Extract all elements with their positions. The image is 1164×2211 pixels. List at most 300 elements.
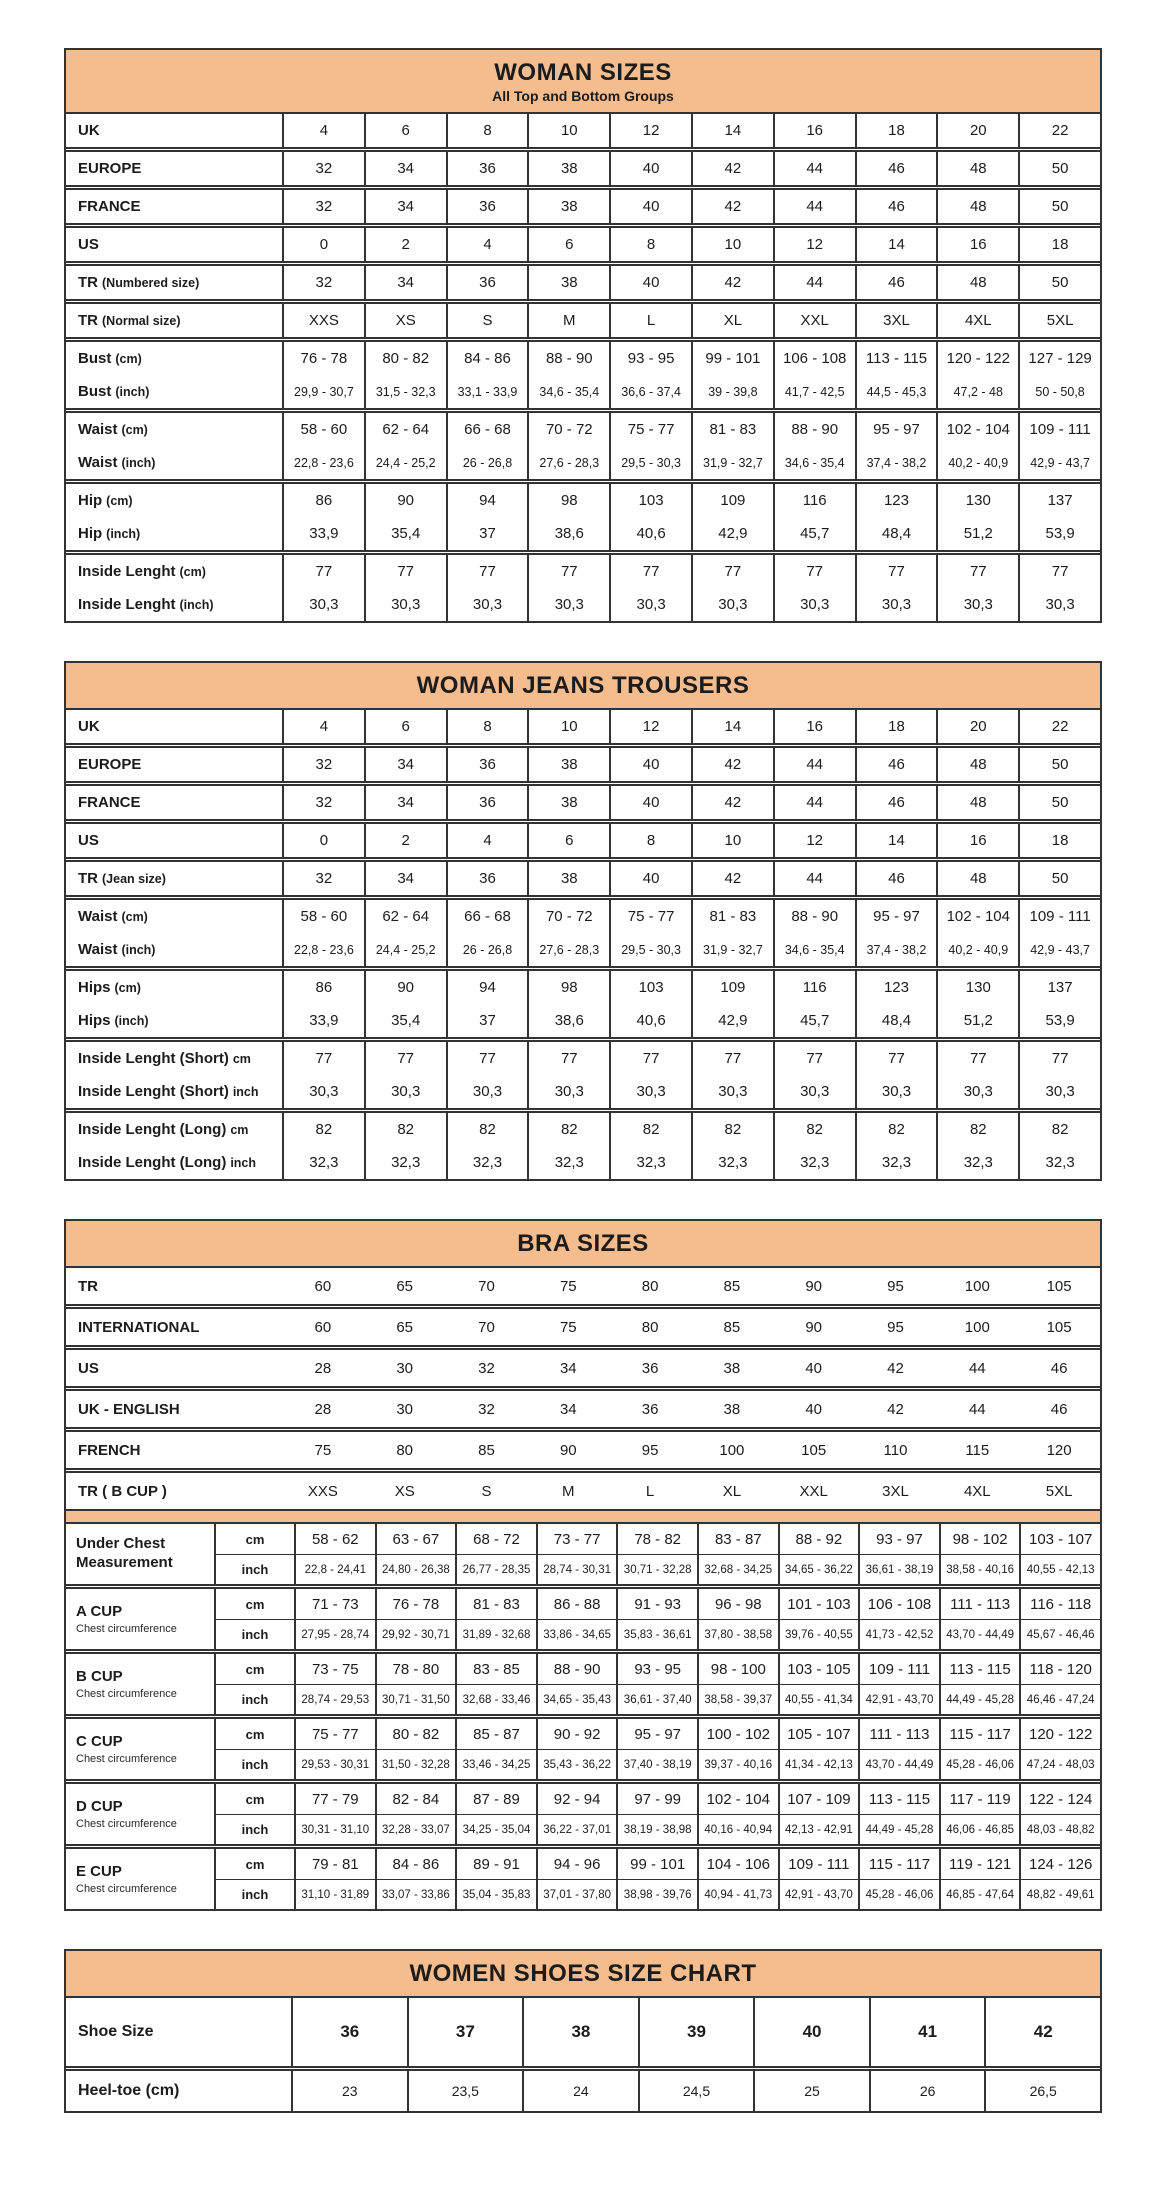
size-value-cell: 32,68 - 34,25 xyxy=(697,1554,778,1584)
row-label xyxy=(66,517,282,550)
size-value-cell: 65 xyxy=(396,1277,414,1295)
row-label-text: Inside Lenght xyxy=(78,596,176,613)
woman-jeans-header xyxy=(66,663,1100,710)
size-value-cell: 36 xyxy=(446,152,528,185)
woman-jeans-body xyxy=(66,710,1100,1179)
size-value-cell: 6 xyxy=(527,824,609,857)
row-label-text: EUROPE xyxy=(78,160,142,177)
size-value-cell: 77 xyxy=(282,555,364,588)
table-row xyxy=(66,555,1100,588)
size-value-cell: 38 xyxy=(527,152,609,185)
size-value-cell: 70 xyxy=(478,1277,495,1295)
size-value-cell: 77 xyxy=(446,555,528,588)
size-value-cell: 137 xyxy=(1018,484,1100,517)
size-value-cell: 30,3 xyxy=(936,1075,1018,1108)
size-value-cell: 77 xyxy=(364,555,446,588)
row-label-text: Inside Lenght (Long) xyxy=(78,1121,227,1138)
size-value-cell: 44 xyxy=(968,1359,986,1377)
row-label-text: Hips xyxy=(78,979,111,996)
size-value-cell: 77 xyxy=(691,555,773,588)
size-value-cell: 28,74 - 30,31 xyxy=(536,1554,617,1584)
row-label xyxy=(66,190,282,223)
size-value-cell: 84 - 86 xyxy=(446,342,528,375)
size-value-cell: 31,50 - 32,28 xyxy=(375,1749,456,1779)
size-value-cell: 33,9 xyxy=(282,517,364,550)
size-value-cell: 99 - 101 xyxy=(691,342,773,375)
size-value-cell: 2 xyxy=(364,824,446,857)
row-label xyxy=(66,1042,282,1075)
size-value-cell: 113 - 115 xyxy=(858,1784,939,1814)
size-value-cell: 37 xyxy=(446,1004,528,1037)
row-label-text: Waist xyxy=(78,941,118,958)
size-value-cell: 42,9 xyxy=(691,517,773,550)
size-value-cell: 77 xyxy=(936,1042,1018,1075)
size-value-cell: L xyxy=(609,304,691,337)
size-value-cell: 86 - 88 xyxy=(536,1589,617,1619)
table-row xyxy=(66,375,1100,408)
size-value-cell: 30,3 xyxy=(773,1075,855,1108)
row-label-note: (cm) xyxy=(115,351,142,366)
size-value-cell: 103 - 105 xyxy=(778,1654,859,1684)
size-value-cell: 109 - 111 xyxy=(1018,413,1100,446)
size-value-cell: 22,8 - 23,6 xyxy=(282,446,364,479)
size-value-cell: 14 xyxy=(855,824,937,857)
row-group xyxy=(66,223,1100,261)
size-value-cell: 44 xyxy=(773,190,855,223)
row-label xyxy=(66,555,282,588)
size-value-cell: 48,03 - 48,82 xyxy=(1019,1814,1100,1844)
row-group xyxy=(66,299,1100,337)
row-label-text: US xyxy=(78,236,99,253)
size-value-cell: 42 xyxy=(691,748,773,781)
size-value-cell: 12 xyxy=(609,710,691,743)
row-label-note: (Jean size) xyxy=(102,871,166,886)
size-value-cell: 8 xyxy=(609,228,691,261)
size-value-cell: 40 xyxy=(805,1400,823,1418)
size-value-cell: 36 xyxy=(641,1400,659,1418)
row-label-text: Bust xyxy=(78,350,112,367)
woman-jeans-table xyxy=(64,661,1102,1181)
size-value-cell: 105 xyxy=(1046,1277,1072,1295)
size-value-cell: 30,3 xyxy=(691,588,773,621)
size-value-cell: 25 xyxy=(753,2071,869,2111)
row-group xyxy=(66,781,1100,819)
size-value-cell: 75 xyxy=(559,1277,577,1295)
row-label-text: Bust xyxy=(78,383,112,400)
size-value-cell: 37 xyxy=(407,1998,523,2066)
cup-label-subtext: Chest circumference xyxy=(76,1688,177,1701)
size-value-cell: 53,9 xyxy=(1018,517,1100,550)
size-value-cell: 111 - 113 xyxy=(858,1719,939,1749)
size-value-cell: 42 xyxy=(691,152,773,185)
size-value-cell: 6 xyxy=(364,114,446,147)
size-value-cell: 32 xyxy=(282,152,364,185)
row-label xyxy=(66,1391,282,1427)
size-value-cell: 70 - 72 xyxy=(527,900,609,933)
size-value-cell: 130 xyxy=(936,484,1018,517)
size-value-cell: 42 xyxy=(691,266,773,299)
size-value-cell: 127 - 129 xyxy=(1018,342,1100,375)
size-value-cell: 50 - 50,8 xyxy=(1018,375,1100,408)
row-group xyxy=(66,479,1100,550)
size-value-cell: 75 - 77 xyxy=(609,900,691,933)
size-value-cell: 82 - 84 xyxy=(375,1784,456,1814)
size-value-cell: S xyxy=(446,304,528,337)
size-value-cell: 106 - 108 xyxy=(773,342,855,375)
size-value-cell: 75 - 77 xyxy=(294,1719,375,1749)
size-value-cell: 40,55 - 42,13 xyxy=(1019,1554,1100,1584)
size-value-cell: 18 xyxy=(1018,228,1100,261)
size-value-cell: 34 xyxy=(559,1359,577,1377)
size-value-cell: 34 xyxy=(364,748,446,781)
size-value-cell: 116 xyxy=(773,971,855,1004)
size-value-cell: 16 xyxy=(773,710,855,743)
row-label xyxy=(66,1350,282,1386)
size-value-cell: 24,80 - 26,38 xyxy=(375,1554,456,1584)
row-label-note: (Numbered size) xyxy=(102,275,200,290)
size-value-cell: 40,6 xyxy=(609,1004,691,1037)
cup-label xyxy=(66,1524,216,1584)
bra-simple-body xyxy=(66,1268,1100,1509)
size-value-cell: 77 xyxy=(1018,1042,1100,1075)
size-value-cell: 30,71 - 31,50 xyxy=(375,1684,456,1714)
size-value-cell: 63 - 67 xyxy=(375,1524,456,1554)
row-label-note: (Normal size) xyxy=(102,313,181,328)
unit-cell-inch: inch xyxy=(216,1879,294,1909)
size-value-cell: 22 xyxy=(1018,114,1100,147)
size-value-cell: 32,28 - 33,07 xyxy=(375,1814,456,1844)
size-value-cell: 70 - 72 xyxy=(527,413,609,446)
size-value-cell: 46,06 - 46,85 xyxy=(939,1814,1020,1844)
size-value-cell: 88 - 90 xyxy=(773,900,855,933)
size-value-cell: 8 xyxy=(446,114,528,147)
row-label-note: (cm) xyxy=(121,909,148,924)
row-label-text: Hips xyxy=(78,1012,111,1029)
row-label-note: (cm) xyxy=(121,422,148,437)
row-label-text: FRANCE xyxy=(78,794,141,811)
size-value-cell: 77 - 79 xyxy=(294,1784,375,1814)
unit-cell-cm: cm xyxy=(245,1856,265,1872)
size-value-cell: 46 xyxy=(855,190,937,223)
cup-label xyxy=(66,1589,216,1649)
size-value-cell: 30,3 xyxy=(446,1075,528,1108)
size-value-cell: 80 - 82 xyxy=(375,1719,456,1749)
size-value-cell: 29,5 - 30,3 xyxy=(609,933,691,966)
orange-divider-band xyxy=(66,1509,1100,1524)
row-group xyxy=(66,966,1100,1037)
size-value-cell: 95 - 97 xyxy=(616,1719,697,1749)
size-value-cell: 77 xyxy=(773,1042,855,1075)
row-label-text: Inside Lenght (Long) xyxy=(78,1154,227,1171)
size-value-cell: 82 xyxy=(855,1113,937,1146)
size-value-cell: 29,92 - 30,71 xyxy=(375,1619,456,1649)
size-value-cell: 104 - 106 xyxy=(697,1849,778,1879)
size-value-cell: 95 xyxy=(887,1277,904,1295)
size-value-cell: 32,3 xyxy=(364,1146,446,1179)
size-value-cell: 45,7 xyxy=(773,1004,855,1037)
size-value-cell: 32,3 xyxy=(446,1146,528,1179)
table-row xyxy=(66,862,1100,895)
size-value-cell: 71 - 73 xyxy=(294,1589,375,1619)
size-value-cell: 77 xyxy=(1018,555,1100,588)
size-value-cell: 109 xyxy=(691,484,773,517)
size-value-cell: 0 xyxy=(282,824,364,857)
size-value-cell: 119 - 121 xyxy=(939,1849,1020,1879)
size-value-cell: 29,5 - 30,3 xyxy=(609,446,691,479)
size-value-cell: 39,76 - 40,55 xyxy=(778,1619,859,1649)
row-label-note: (inch) xyxy=(179,597,214,612)
size-value-cell: 66 - 68 xyxy=(446,413,528,446)
size-value-cell: 82 xyxy=(282,1113,364,1146)
size-value-cell: 77 xyxy=(855,1042,937,1075)
size-value-cell: 18 xyxy=(1018,824,1100,857)
unit-cell-inch: inch xyxy=(216,1554,294,1584)
size-value-cell: XXL xyxy=(799,1482,828,1500)
size-value-cell: 38,6 xyxy=(527,517,609,550)
size-value-cell: 4 xyxy=(446,228,528,261)
row-label-note: cm xyxy=(230,1122,249,1137)
size-value-cell: 40 xyxy=(609,786,691,819)
size-value-cell: 103 - 107 xyxy=(1019,1524,1100,1554)
size-value-cell: 46 xyxy=(855,152,937,185)
size-value-cell: 20 xyxy=(936,114,1018,147)
size-value-cell: 14 xyxy=(691,710,773,743)
size-value-cell: 123 xyxy=(855,484,937,517)
row-label-note: cm xyxy=(232,1051,251,1066)
row-label xyxy=(66,933,282,966)
size-value-cell: 30 xyxy=(396,1400,414,1418)
row-label xyxy=(66,900,282,933)
size-value-cell: 36,6 - 37,4 xyxy=(609,375,691,408)
size-value-cell: 118 - 120 xyxy=(1019,1654,1100,1684)
woman-sizes-table xyxy=(64,48,1102,623)
size-value-cell: 77 xyxy=(446,1042,528,1075)
size-value-cell: 30,3 xyxy=(855,1075,937,1108)
size-value-cell: 48,4 xyxy=(855,1004,937,1037)
row-label-text: Hip xyxy=(78,492,103,509)
size-value-cell: 42 xyxy=(691,786,773,819)
unit-cell-inch: inch xyxy=(216,1619,294,1649)
size-value-cell: 46,85 - 47,64 xyxy=(939,1879,1020,1909)
size-value-cell: L xyxy=(645,1482,655,1500)
size-value-cell: 116 - 118 xyxy=(1019,1589,1100,1619)
row-label xyxy=(66,228,282,261)
size-value-cell: 50 xyxy=(1018,190,1100,223)
size-value-cell: 99 - 101 xyxy=(616,1849,697,1879)
size-value-cell: 30,3 xyxy=(691,1075,773,1108)
size-value-cell: 44 xyxy=(773,152,855,185)
cup-label-subtext: Chest circumference xyxy=(76,1818,177,1831)
size-value-cell: 77 xyxy=(855,555,937,588)
unit-cell-inch: inch xyxy=(216,1749,294,1779)
size-value-cell: 44 xyxy=(773,266,855,299)
table-row xyxy=(66,517,1100,550)
size-value-cell: 115 xyxy=(965,1441,990,1459)
size-value-cell: 44 xyxy=(773,862,855,895)
size-value-cell: 93 - 95 xyxy=(616,1654,697,1684)
size-value-cell: 43,70 - 44,49 xyxy=(858,1749,939,1779)
row-label-note: (cm) xyxy=(114,980,141,995)
size-value-cell: 82 xyxy=(527,1113,609,1146)
table-row xyxy=(66,304,1100,337)
row-group xyxy=(66,857,1100,895)
size-value-cell: 101 - 103 xyxy=(778,1589,859,1619)
size-value-cell: 95 xyxy=(641,1441,659,1459)
size-value-cell: 36,22 - 37,01 xyxy=(536,1814,617,1844)
size-value-cell: 90 xyxy=(805,1318,823,1336)
cup-label-text: A CUP xyxy=(76,1602,123,1620)
size-value-cell: 46 xyxy=(855,786,937,819)
size-value-cell: 32,3 xyxy=(609,1146,691,1179)
size-value-cell: 32 xyxy=(282,786,364,819)
size-value-cell: 30,3 xyxy=(609,1075,691,1108)
size-value-cell: 62 - 64 xyxy=(364,413,446,446)
size-value-cell: 38,98 - 39,76 xyxy=(616,1879,697,1909)
size-value-cell: 33,9 xyxy=(282,1004,364,1037)
size-value-cell: 28,74 - 29,53 xyxy=(294,1684,375,1714)
size-value-cell: 87 - 89 xyxy=(455,1784,536,1814)
size-value-cell: 0 xyxy=(282,228,364,261)
row-label-text: EUROPE xyxy=(78,756,142,773)
row-label-note: (inch) xyxy=(114,1013,149,1028)
size-value-cell: 48,82 - 49,61 xyxy=(1019,1879,1100,1909)
row-group xyxy=(66,743,1100,781)
size-value-cell: 36 xyxy=(446,190,528,223)
cup-row-group xyxy=(66,1779,1100,1844)
size-value-cell: 77 xyxy=(527,1042,609,1075)
size-value-cell: 12 xyxy=(609,114,691,147)
cup-label-subtext: Chest circumference xyxy=(76,1753,177,1766)
size-value-cell: 96 - 98 xyxy=(697,1589,778,1619)
size-value-cell: XL xyxy=(722,1482,742,1500)
size-value-cell: 94 xyxy=(446,971,528,1004)
row-group xyxy=(66,337,1100,408)
size-value-cell: 37,40 - 38,19 xyxy=(616,1749,697,1779)
table-row xyxy=(66,1427,1100,1468)
table-row xyxy=(66,342,1100,375)
size-value-cell: 85 - 87 xyxy=(455,1719,536,1749)
row-label xyxy=(66,1146,282,1179)
cup-label-text: B CUP xyxy=(76,1667,123,1685)
size-value-cell: 29,53 - 30,31 xyxy=(294,1749,375,1779)
cup-label-text: Under Chest Measurement xyxy=(76,1535,173,1571)
size-value-cell: 81 - 83 xyxy=(691,900,773,933)
size-value-cell: 92 - 94 xyxy=(536,1784,617,1814)
size-value-cell: 98 - 102 xyxy=(939,1524,1020,1554)
size-value-cell: 44,5 - 45,3 xyxy=(855,375,937,408)
size-value-cell: 48 xyxy=(936,748,1018,781)
size-value-cell: 4XL xyxy=(963,1482,991,1500)
size-value-cell: 66 - 68 xyxy=(446,900,528,933)
row-group xyxy=(66,408,1100,479)
size-value-cell: 40 xyxy=(805,1359,823,1377)
table-row xyxy=(66,588,1100,621)
table-row xyxy=(66,971,1100,1004)
size-value-cell: 62 - 64 xyxy=(364,900,446,933)
size-value-cell: 115 - 117 xyxy=(858,1849,939,1879)
size-value-cell: 38,58 - 40,16 xyxy=(939,1554,1020,1584)
size-value-cell: 31,9 - 32,7 xyxy=(691,933,773,966)
row-label xyxy=(66,342,282,375)
size-value-cell: 30,3 xyxy=(527,1075,609,1108)
size-value-cell: 111 - 113 xyxy=(939,1589,1020,1619)
size-value-cell: 43,70 - 44,49 xyxy=(939,1619,1020,1649)
row-label xyxy=(66,824,282,857)
size-value-cell: 44,49 - 45,28 xyxy=(858,1814,939,1844)
cup-row-group xyxy=(66,1524,1100,1584)
size-value-cell: 38 xyxy=(527,748,609,781)
size-value-cell: 70 xyxy=(478,1318,495,1336)
cup-row-group xyxy=(66,1649,1100,1714)
size-value-cell: 90 xyxy=(805,1277,823,1295)
size-value-cell: 40,16 - 40,94 xyxy=(697,1814,778,1844)
size-value-cell: 34 xyxy=(364,190,446,223)
women-shoes-header xyxy=(66,1951,1100,1998)
size-value-cell: 41,34 - 42,13 xyxy=(778,1749,859,1779)
size-value-cell: 30,3 xyxy=(855,588,937,621)
cup-label xyxy=(66,1719,216,1779)
size-value-cell: 48 xyxy=(936,786,1018,819)
cup-row-group xyxy=(66,1714,1100,1779)
size-value-cell: 73 - 77 xyxy=(536,1524,617,1554)
table-row xyxy=(66,1998,1100,2066)
size-value-cell: 30,3 xyxy=(364,588,446,621)
size-value-cell: 23 xyxy=(291,2071,407,2111)
size-value-cell: 103 xyxy=(609,971,691,1004)
size-value-cell: 46 xyxy=(1050,1359,1068,1377)
size-value-cell: 82 xyxy=(691,1113,773,1146)
table-row xyxy=(66,933,1100,966)
size-value-cell: 32,3 xyxy=(773,1146,855,1179)
table-row xyxy=(66,824,1100,857)
row-label xyxy=(66,1473,282,1509)
size-value-cell: 5XL xyxy=(1018,304,1100,337)
size-value-cell: 100 xyxy=(964,1318,990,1336)
size-value-cell: 38,6 xyxy=(527,1004,609,1037)
size-value-cell: 88 - 92 xyxy=(778,1524,859,1554)
size-value-cell: 100 - 102 xyxy=(697,1719,778,1749)
size-value-cell: 30 xyxy=(396,1359,414,1377)
table-row xyxy=(66,484,1100,517)
size-value-cell: 105 xyxy=(801,1441,827,1459)
size-value-cell: 88 - 90 xyxy=(527,342,609,375)
row-label-text: FRENCH xyxy=(78,1441,141,1459)
size-value-cell: 36,61 - 37,40 xyxy=(616,1684,697,1714)
cup-label xyxy=(66,1849,216,1909)
unit-cell-cm: cm xyxy=(245,1661,265,1677)
size-value-cell: 48 xyxy=(936,862,1018,895)
size-value-cell: 78 - 82 xyxy=(616,1524,697,1554)
size-value-cell: 95 - 97 xyxy=(855,413,937,446)
size-value-cell: 36 xyxy=(446,862,528,895)
size-value-cell: 42,9 - 43,7 xyxy=(1018,933,1100,966)
unit-cell-cm: cm xyxy=(245,1791,265,1807)
size-value-cell: 30,3 xyxy=(282,588,364,621)
size-value-cell: 107 - 109 xyxy=(778,1784,859,1814)
cup-row-group xyxy=(66,1844,1100,1909)
unit-cell-cm: cm xyxy=(245,1726,265,1742)
row-label xyxy=(66,266,282,299)
size-value-cell: 120 - 122 xyxy=(936,342,1018,375)
row-group xyxy=(66,1108,1100,1179)
size-value-cell: 47,24 - 48,03 xyxy=(1019,1749,1100,1779)
size-value-cell: XS xyxy=(394,1482,415,1500)
table-subtitle: All Top and Bottom Groups xyxy=(492,88,674,104)
row-label-note: (inch) xyxy=(115,384,150,399)
size-value-cell: 36 xyxy=(446,748,528,781)
size-value-cell: 93 - 95 xyxy=(609,342,691,375)
size-value-cell: 95 xyxy=(887,1318,904,1336)
